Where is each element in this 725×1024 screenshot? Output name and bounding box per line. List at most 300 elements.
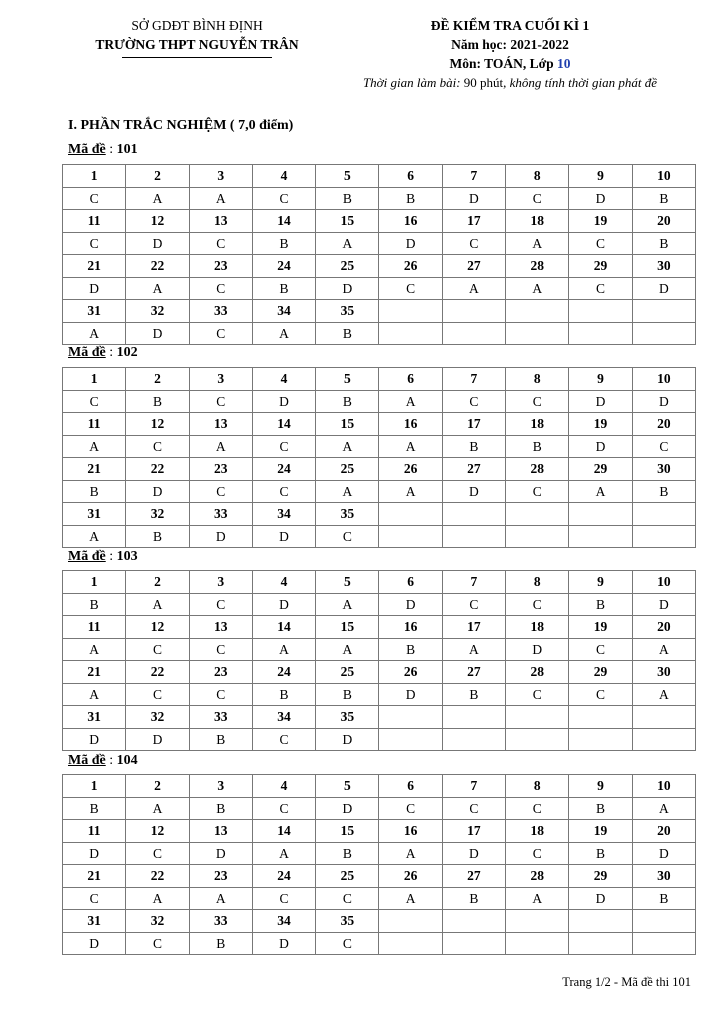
answer-cell: A bbox=[316, 593, 379, 616]
question-number-cell: 30 bbox=[632, 255, 695, 278]
answer-cell: C bbox=[379, 277, 442, 300]
answer-cell: C bbox=[63, 887, 126, 910]
answer-cell: B bbox=[316, 390, 379, 413]
answer-row bbox=[63, 887, 696, 910]
question-number-cell bbox=[506, 706, 569, 729]
answer-cell: A bbox=[63, 525, 126, 548]
question-number-row bbox=[63, 165, 696, 188]
answer-cell: B bbox=[442, 887, 505, 910]
answer-cell: A bbox=[126, 887, 189, 910]
answer-cell: C bbox=[189, 683, 252, 706]
answer-cell bbox=[506, 322, 569, 345]
answer-cell: D bbox=[632, 277, 695, 300]
answer-cell: C bbox=[252, 187, 315, 210]
question-number-cell: 5 bbox=[316, 775, 379, 798]
answer-cell: A bbox=[569, 480, 632, 503]
answer-cell bbox=[569, 932, 632, 955]
question-number-cell: 16 bbox=[379, 616, 442, 639]
answer-cell: D bbox=[63, 728, 126, 751]
question-number-row bbox=[63, 820, 696, 843]
question-number-cell: 35 bbox=[316, 910, 379, 933]
answer-cell: C bbox=[442, 593, 505, 616]
question-number-cell: 13 bbox=[189, 616, 252, 639]
question-number-cell: 5 bbox=[316, 571, 379, 594]
question-number-cell: 21 bbox=[63, 865, 126, 888]
code-label-text: Mã đề bbox=[68, 142, 106, 157]
answer-cell: C bbox=[126, 932, 189, 955]
question-number-row bbox=[63, 706, 696, 729]
answer-cell: A bbox=[189, 435, 252, 458]
answer-row bbox=[63, 932, 696, 955]
code-label-text: Mã đề bbox=[68, 345, 106, 360]
question-number-cell: 27 bbox=[442, 865, 505, 888]
answer-cell: A bbox=[252, 322, 315, 345]
question-number-cell: 14 bbox=[252, 820, 315, 843]
question-number-cell: 20 bbox=[632, 210, 695, 233]
answer-cell: C bbox=[506, 593, 569, 616]
answer-row bbox=[63, 277, 696, 300]
code-label-text: Mã đề bbox=[68, 549, 106, 564]
answer-table bbox=[62, 367, 696, 548]
question-number-row bbox=[63, 571, 696, 594]
answer-cell: D bbox=[63, 277, 126, 300]
question-number-cell: 23 bbox=[189, 458, 252, 481]
question-number-cell: 31 bbox=[63, 503, 126, 526]
answer-cell: C bbox=[442, 390, 505, 413]
answer-cell: B bbox=[569, 797, 632, 820]
answer-cell: C bbox=[63, 390, 126, 413]
answer-cell: C bbox=[126, 638, 189, 661]
question-number-cell: 30 bbox=[632, 661, 695, 684]
answer-cell: B bbox=[189, 797, 252, 820]
question-number-cell: 10 bbox=[632, 571, 695, 594]
question-number-cell: 5 bbox=[316, 368, 379, 391]
question-number-row bbox=[63, 210, 696, 233]
answer-cell: A bbox=[63, 322, 126, 345]
question-number-cell: 1 bbox=[63, 571, 126, 594]
answer-cell: C bbox=[126, 683, 189, 706]
exam-title: ĐỀ KIỂM TRA CUỐI KÌ 1 bbox=[430, 18, 590, 33]
answer-cell bbox=[632, 932, 695, 955]
answer-row bbox=[63, 525, 696, 548]
question-number-cell: 16 bbox=[379, 210, 442, 233]
answer-cell bbox=[506, 525, 569, 548]
question-number-cell: 6 bbox=[379, 571, 442, 594]
question-number-cell: 2 bbox=[126, 571, 189, 594]
answer-cell: C bbox=[252, 480, 315, 503]
answer-cell: C bbox=[506, 797, 569, 820]
answer-cell: D bbox=[379, 683, 442, 706]
answer-row bbox=[63, 638, 696, 661]
question-number-row bbox=[63, 300, 696, 323]
exam-code: 104 bbox=[116, 753, 138, 768]
question-number-cell bbox=[506, 300, 569, 323]
answer-cell: D bbox=[63, 842, 126, 865]
answer-cell: C bbox=[506, 480, 569, 503]
answer-cell bbox=[569, 322, 632, 345]
question-number-cell: 24 bbox=[252, 458, 315, 481]
answer-row bbox=[63, 232, 696, 255]
answer-cell: A bbox=[316, 638, 379, 661]
answer-cell: B bbox=[316, 683, 379, 706]
question-number-cell bbox=[442, 300, 505, 323]
question-number-cell: 4 bbox=[252, 775, 315, 798]
question-number-cell: 1 bbox=[63, 368, 126, 391]
question-number-cell: 31 bbox=[63, 910, 126, 933]
question-number-cell: 4 bbox=[252, 165, 315, 188]
answer-cell: A bbox=[189, 887, 252, 910]
answer-cell bbox=[379, 728, 442, 751]
answer-cell: C bbox=[506, 390, 569, 413]
question-number-cell: 26 bbox=[379, 661, 442, 684]
question-number-cell: 5 bbox=[316, 165, 379, 188]
question-number-cell: 23 bbox=[189, 255, 252, 278]
question-number-cell: 17 bbox=[442, 413, 505, 436]
answer-cell: B bbox=[632, 887, 695, 910]
answer-cell: C bbox=[252, 728, 315, 751]
answer-cell: C bbox=[189, 638, 252, 661]
question-number-cell: 17 bbox=[442, 820, 505, 843]
answer-cell bbox=[442, 322, 505, 345]
answer-cell: A bbox=[63, 638, 126, 661]
answer-cell: C bbox=[252, 435, 315, 458]
question-number-cell: 11 bbox=[63, 210, 126, 233]
exam-code: 103 bbox=[116, 549, 138, 564]
answer-cell: A bbox=[379, 480, 442, 503]
answer-cell: D bbox=[126, 728, 189, 751]
question-number-cell: 3 bbox=[189, 368, 252, 391]
question-number-cell: 18 bbox=[506, 413, 569, 436]
answer-cell bbox=[632, 728, 695, 751]
answer-cell bbox=[379, 525, 442, 548]
question-number-cell: 26 bbox=[379, 255, 442, 278]
answer-cell: D bbox=[632, 593, 695, 616]
question-number-cell: 14 bbox=[252, 413, 315, 436]
answer-cell: C bbox=[189, 232, 252, 255]
exam-code-label: Mã đề : 103 bbox=[68, 549, 138, 564]
question-number-cell: 9 bbox=[569, 571, 632, 594]
question-number-row bbox=[63, 910, 696, 933]
school-name: TRƯỜNG THPT NGUYỄN TRÂN bbox=[95, 37, 299, 52]
answer-cell: C bbox=[189, 322, 252, 345]
answer-row bbox=[63, 187, 696, 210]
answer-cell: A bbox=[63, 683, 126, 706]
question-number-cell: 27 bbox=[442, 661, 505, 684]
question-number-row bbox=[63, 413, 696, 436]
question-number-cell: 19 bbox=[569, 820, 632, 843]
answer-row bbox=[63, 683, 696, 706]
answer-cell: D bbox=[442, 842, 505, 865]
question-number-row bbox=[63, 775, 696, 798]
answer-cell: B bbox=[569, 593, 632, 616]
question-number-cell: 15 bbox=[316, 210, 379, 233]
answer-cell: A bbox=[632, 638, 695, 661]
time-label: Thời gian làm bài: bbox=[362, 75, 461, 90]
page-footer: Trang 1/2 - Mã đề thi 101 bbox=[562, 975, 691, 989]
question-number-cell: 29 bbox=[569, 661, 632, 684]
question-number-cell: 35 bbox=[316, 300, 379, 323]
question-number-cell: 24 bbox=[252, 255, 315, 278]
answer-cell: B bbox=[569, 842, 632, 865]
question-number-cell: 19 bbox=[569, 616, 632, 639]
question-number-cell bbox=[632, 910, 695, 933]
answer-cell bbox=[379, 932, 442, 955]
question-number-cell: 18 bbox=[506, 210, 569, 233]
question-number-row bbox=[63, 255, 696, 278]
question-number-cell: 14 bbox=[252, 616, 315, 639]
answer-cell: D bbox=[316, 277, 379, 300]
answer-cell bbox=[442, 728, 505, 751]
question-number-cell: 22 bbox=[126, 865, 189, 888]
answer-cell: D bbox=[442, 187, 505, 210]
question-number-cell bbox=[569, 503, 632, 526]
question-number-cell: 17 bbox=[442, 616, 505, 639]
exam-code-label: Mã đề : 101 bbox=[68, 142, 138, 157]
question-number-cell: 20 bbox=[632, 413, 695, 436]
question-number-cell: 6 bbox=[379, 775, 442, 798]
answer-cell: C bbox=[569, 683, 632, 706]
question-number-cell: 33 bbox=[189, 503, 252, 526]
question-number-cell: 7 bbox=[442, 165, 505, 188]
question-number-cell: 29 bbox=[569, 458, 632, 481]
question-number-cell: 34 bbox=[252, 910, 315, 933]
question-number-cell bbox=[569, 910, 632, 933]
answer-cell: C bbox=[126, 435, 189, 458]
question-number-cell: 3 bbox=[189, 775, 252, 798]
question-number-cell: 25 bbox=[316, 865, 379, 888]
answer-cell: C bbox=[126, 842, 189, 865]
question-number-cell: 29 bbox=[569, 255, 632, 278]
answer-cell: B bbox=[442, 683, 505, 706]
answer-cell: C bbox=[189, 277, 252, 300]
answer-cell: D bbox=[126, 322, 189, 345]
answer-cell: B bbox=[189, 932, 252, 955]
question-number-cell: 25 bbox=[316, 255, 379, 278]
answer-cell: C bbox=[506, 683, 569, 706]
question-number-cell: 13 bbox=[189, 210, 252, 233]
answer-cell: B bbox=[252, 232, 315, 255]
question-number-cell: 24 bbox=[252, 661, 315, 684]
question-number-cell: 30 bbox=[632, 865, 695, 888]
answer-cell: C bbox=[252, 797, 315, 820]
question-number-cell: 8 bbox=[506, 775, 569, 798]
question-number-cell: 22 bbox=[126, 458, 189, 481]
question-number-cell: 21 bbox=[63, 255, 126, 278]
question-number-cell: 32 bbox=[126, 503, 189, 526]
question-number-row bbox=[63, 616, 696, 639]
question-number-cell: 23 bbox=[189, 865, 252, 888]
question-number-cell: 1 bbox=[63, 775, 126, 798]
question-number-cell bbox=[506, 503, 569, 526]
answer-cell bbox=[632, 525, 695, 548]
answer-row bbox=[63, 390, 696, 413]
answer-cell: A bbox=[632, 797, 695, 820]
answer-cell: C bbox=[569, 638, 632, 661]
question-number-cell bbox=[632, 706, 695, 729]
question-number-cell: 12 bbox=[126, 616, 189, 639]
question-number-row bbox=[63, 661, 696, 684]
question-number-cell: 21 bbox=[63, 661, 126, 684]
question-number-cell: 9 bbox=[569, 165, 632, 188]
question-number-cell: 21 bbox=[63, 458, 126, 481]
answer-cell: C bbox=[63, 187, 126, 210]
answer-cell: B bbox=[252, 683, 315, 706]
question-number-cell: 4 bbox=[252, 368, 315, 391]
question-number-cell bbox=[379, 300, 442, 323]
answer-cell: C bbox=[442, 232, 505, 255]
answer-cell bbox=[632, 322, 695, 345]
question-number-cell bbox=[506, 910, 569, 933]
question-number-cell: 18 bbox=[506, 820, 569, 843]
answer-cell: C bbox=[252, 887, 315, 910]
question-number-row bbox=[63, 865, 696, 888]
question-number-cell bbox=[569, 706, 632, 729]
answer-cell: C bbox=[379, 797, 442, 820]
answer-cell: D bbox=[316, 728, 379, 751]
question-number-cell: 28 bbox=[506, 661, 569, 684]
answer-cell: B bbox=[442, 435, 505, 458]
question-number-cell: 3 bbox=[189, 571, 252, 594]
question-number-cell: 33 bbox=[189, 910, 252, 933]
question-number-cell: 7 bbox=[442, 571, 505, 594]
answer-row bbox=[63, 480, 696, 503]
answer-cell: B bbox=[63, 797, 126, 820]
answer-table bbox=[62, 570, 696, 751]
question-number-cell: 20 bbox=[632, 616, 695, 639]
answer-row bbox=[63, 322, 696, 345]
question-number-cell bbox=[569, 300, 632, 323]
question-number-cell: 9 bbox=[569, 775, 632, 798]
question-number-cell: 2 bbox=[126, 368, 189, 391]
answer-cell: D bbox=[63, 932, 126, 955]
question-number-cell: 19 bbox=[569, 210, 632, 233]
answer-cell: D bbox=[189, 525, 252, 548]
time-line bbox=[330, 73, 690, 92]
question-number-cell: 10 bbox=[632, 368, 695, 391]
question-number-cell: 35 bbox=[316, 706, 379, 729]
question-number-cell: 18 bbox=[506, 616, 569, 639]
answer-cell: A bbox=[379, 842, 442, 865]
answer-cell: A bbox=[316, 480, 379, 503]
question-number-cell: 16 bbox=[379, 820, 442, 843]
question-number-cell: 25 bbox=[316, 661, 379, 684]
answer-cell: C bbox=[189, 480, 252, 503]
question-number-row bbox=[63, 458, 696, 481]
exam-code: 102 bbox=[116, 345, 138, 360]
department-name: SỞ GDĐT BÌNH ĐỊNH bbox=[131, 18, 263, 33]
question-number-cell: 15 bbox=[316, 616, 379, 639]
question-number-cell: 19 bbox=[569, 413, 632, 436]
question-number-cell: 32 bbox=[126, 706, 189, 729]
question-number-cell: 11 bbox=[63, 413, 126, 436]
question-number-cell bbox=[632, 503, 695, 526]
answer-cell: C bbox=[316, 525, 379, 548]
answer-cell: D bbox=[506, 638, 569, 661]
answer-cell: D bbox=[569, 390, 632, 413]
answer-cell: B bbox=[63, 480, 126, 503]
question-number-cell: 22 bbox=[126, 255, 189, 278]
answer-cell: C bbox=[569, 277, 632, 300]
answer-cell: A bbox=[63, 435, 126, 458]
answer-cell: A bbox=[316, 435, 379, 458]
question-number-cell bbox=[379, 910, 442, 933]
question-number-cell: 13 bbox=[189, 820, 252, 843]
question-number-cell: 23 bbox=[189, 661, 252, 684]
answer-cell: D bbox=[379, 232, 442, 255]
school-year: Năm học: 2021-2022 bbox=[451, 37, 569, 52]
question-number-cell: 6 bbox=[379, 165, 442, 188]
question-number-cell: 8 bbox=[506, 571, 569, 594]
answer-cell: D bbox=[569, 887, 632, 910]
answer-cell: D bbox=[189, 842, 252, 865]
answer-cell bbox=[506, 728, 569, 751]
question-number-cell: 12 bbox=[126, 210, 189, 233]
question-number-cell: 4 bbox=[252, 571, 315, 594]
question-number-cell: 34 bbox=[252, 706, 315, 729]
answer-cell: D bbox=[252, 525, 315, 548]
question-number-cell: 27 bbox=[442, 458, 505, 481]
question-number-cell: 31 bbox=[63, 706, 126, 729]
answer-cell: C bbox=[632, 435, 695, 458]
question-number-cell: 28 bbox=[506, 255, 569, 278]
section-title: I. PHẦN TRẮC NGHIỆM ( 7,0 điểm) bbox=[68, 118, 294, 133]
answer-cell: A bbox=[379, 390, 442, 413]
time-value: 90 phút, bbox=[460, 75, 510, 90]
answer-cell: D bbox=[252, 390, 315, 413]
question-number-cell: 9 bbox=[569, 368, 632, 391]
answer-cell: C bbox=[63, 232, 126, 255]
question-number-cell: 28 bbox=[506, 865, 569, 888]
answer-cell: A bbox=[632, 683, 695, 706]
question-number-cell: 32 bbox=[126, 910, 189, 933]
question-number-cell bbox=[442, 910, 505, 933]
answer-cell: B bbox=[379, 187, 442, 210]
answer-cell: C bbox=[189, 593, 252, 616]
subject-prefix: Môn: TOÁN, Lớp bbox=[449, 56, 557, 71]
question-number-row bbox=[63, 368, 696, 391]
answer-cell: A bbox=[506, 277, 569, 300]
answer-cell: C bbox=[506, 842, 569, 865]
answer-cell: A bbox=[506, 887, 569, 910]
question-number-cell: 26 bbox=[379, 458, 442, 481]
answer-table bbox=[62, 774, 696, 955]
question-number-cell bbox=[632, 300, 695, 323]
answer-cell: B bbox=[316, 322, 379, 345]
answer-row bbox=[63, 797, 696, 820]
question-number-cell: 15 bbox=[316, 413, 379, 436]
answer-row bbox=[63, 435, 696, 458]
answer-cell: D bbox=[632, 390, 695, 413]
code-label-text: Mã đề bbox=[68, 753, 106, 768]
answer-cell: B bbox=[189, 728, 252, 751]
answer-cell: A bbox=[126, 593, 189, 616]
question-number-cell: 7 bbox=[442, 775, 505, 798]
question-number-cell: 13 bbox=[189, 413, 252, 436]
question-number-cell: 15 bbox=[316, 820, 379, 843]
question-number-cell: 29 bbox=[569, 865, 632, 888]
question-number-cell: 31 bbox=[63, 300, 126, 323]
answer-cell bbox=[569, 525, 632, 548]
question-number-cell: 20 bbox=[632, 820, 695, 843]
answer-cell: B bbox=[316, 842, 379, 865]
answer-cell bbox=[379, 322, 442, 345]
question-number-cell: 14 bbox=[252, 210, 315, 233]
question-number-cell: 34 bbox=[252, 300, 315, 323]
question-number-cell: 2 bbox=[126, 165, 189, 188]
answer-cell: A bbox=[252, 842, 315, 865]
answer-cell: C bbox=[316, 932, 379, 955]
answer-cell: C bbox=[189, 390, 252, 413]
